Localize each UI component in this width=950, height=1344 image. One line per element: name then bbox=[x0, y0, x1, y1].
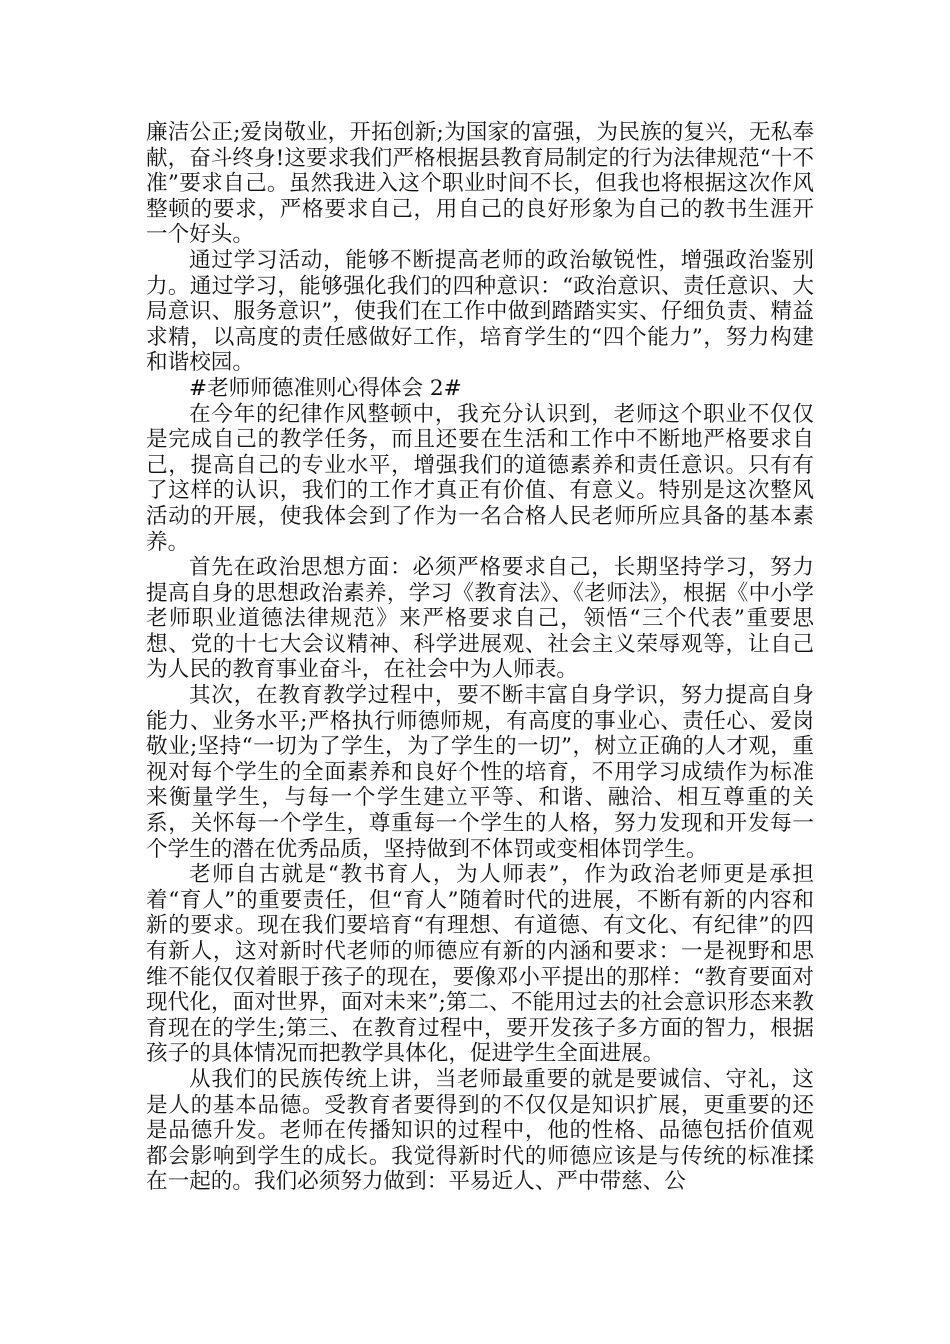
paragraph-continuation: 廉洁公正;爱岗敬业，开拓创新;为国家的富强，为民族的复兴，无私奉献，奋斗终身!这要求我们严格根据县教育局制定的行为法律规范“十不准”要求自己。虽然我进入这个职业时间不长，但我也将根据这次作风整顿的要求，严格要求自己，用自己的良好形象为自己的教书生涯开一个好头。 bbox=[146, 120, 814, 248]
section-heading: #老师师德准则心得体会 2# bbox=[189, 375, 462, 401]
paragraph-discipline-rectification: 在今年的纪律作风整顿中，我充分认识到，老师这个职业不仅仅是完成自己的教学任务，而且还要在生活和工作中不断地严格要求自己，提高自己的专业水平，增强我们的道德素养和责任意识。只有有了这样的认识，我们的工作才真正有价值、有意义。特别是这次整风活动的开展，使我体会到了作为一名合格人民老师所应具备的基本素养。 bbox=[146, 401, 814, 555]
document-page bbox=[146, 120, 814, 1195]
paragraph-national-tradition: 从我们的民族传统上讲，当老师最重要的就是要诚信、守礼，这是人的基本品德。受教育者要得到的不仅仅是知识扩展，更重要的还是品德升发。老师在传播知识的过程中，他的性格、品德包括价值观都会影响到学生的成长。我觉得新时代的师德应该是与传统的标准揉在一起的。我们必须努力做到：平易近人、严中带慈、公 bbox=[146, 1066, 814, 1195]
paragraph-teacher-role: 老师自古就是“教书育人，为人师表”，作为政治老师更是承担着“育人”的重要责任，但“育人”随着时代的进展，不断有新的内容和新的要求。现在我们要培育“有理想、有道德、有文化、有纪律”的四有新人，这对新时代老师的师德应有新的内涵和要求：一是视野和思维不能仅仅着眼于孩子的现在，要像邓小平提出的那样：“教育要面对现代化，面对世界，面对未来”;第二、不能用过去的社会意识形态来教育现在的学生;第三、在教育过程中，要开发孩子多方面的智力，根据孩子的具体情况而把教学具体化，促进学生全面进展。 bbox=[146, 862, 814, 1067]
paragraph-political-thought: 首先在政治思想方面：必须严格要求自己，长期坚持学习，努力提高自身的思想政治素养，学习《教育法》、《老师法》，根据《中小学老师职业道德法律规范》来严格要求自己，领悟“三个代表”重要思想、党的十七大会议精神、科学进展观、社会主义荣辱观等，让自己为人民的教育事业奋斗，在社会中为人师表。 bbox=[146, 555, 814, 683]
paragraph-teaching-process: 其次，在教育教学过程中，要不断丰富自身学识，努力提高自身能力、业务水平;严格执行师德师规，有高度的事业心、责任心、爱岗敬业;坚持“一切为了学生，为了学生的一切”，树立正确的人才观，重视对每个学生的全面素养和良好个性的培育，不用学习成绩作为标准来衡量学生，与每一个学生建立平等、和谐、融洽、相互尊重的关系，关怀每一个学生，尊重每一个学生的人格，努力发现和开发每一个学生的潜在优秀品质，坚持做到不体罚或变相体罚学生。 bbox=[146, 683, 814, 862]
paragraph-political-awareness: 通过学习活动，能够不断提高老师的政治敏锐性，增强政治鉴别力。通过学习，能够强化我们的四种意识：“政治意识、责任意识、大局意识、服务意识”，使我们在工作中做到踏踏实实、仔细负责、精益求精，以高度的责任感做好工作，培育学生的“四个能力”，努力构建和谐校园。 bbox=[146, 247, 814, 376]
